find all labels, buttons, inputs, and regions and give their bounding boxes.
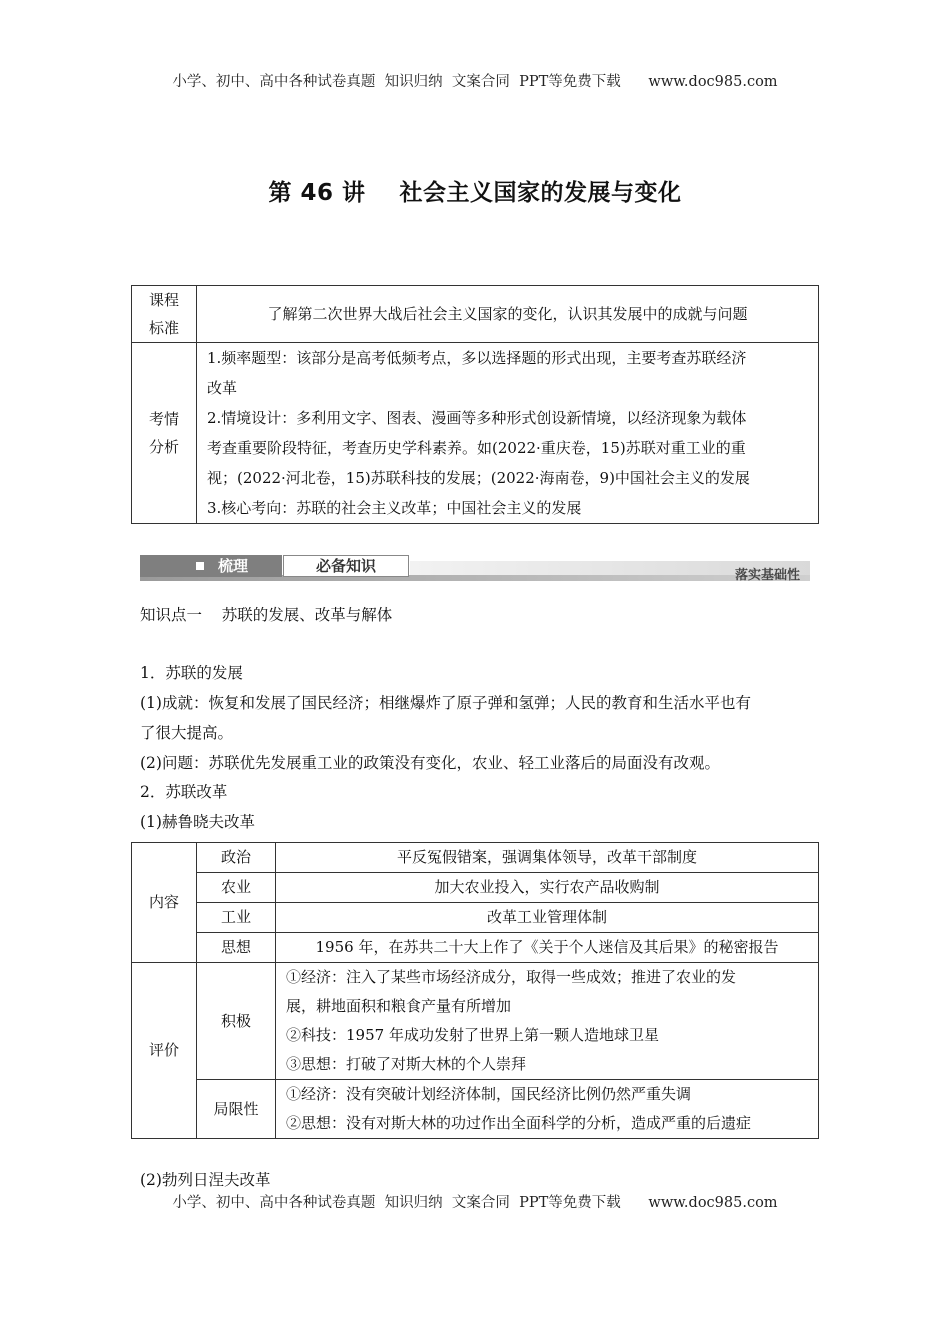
row-key: 思想: [197, 933, 276, 963]
row-label-standard: [132, 286, 197, 343]
page-title: 第 46 讲 社会主义国家的发展与变化: [268, 180, 682, 206]
label-line: 考情: [148, 410, 179, 428]
table-row: [132, 1080, 819, 1139]
paragraph: (2)勃列日涅夫改革: [140, 1171, 271, 1189]
table-row: [132, 343, 819, 524]
row-key: 政治: [197, 843, 276, 873]
row-label-analysis: [132, 343, 197, 524]
khrushchev-reform-table: [131, 842, 819, 1139]
section-banner: [140, 555, 810, 581]
paragraph: (1)成就：恢复和发展了国民经济；相继爆炸了原子弹和氢弹；人民的教育和生活水平也有: [140, 694, 751, 712]
label-line: 分析: [148, 438, 179, 456]
banner-left-block: [140, 555, 282, 577]
page-header: 小学、初中、高中各种试卷真题 知识归纳 文案合同 PPT等免费下载 www.doc985.com: [172, 74, 778, 90]
group-label-evaluation: 评价: [132, 963, 197, 1139]
row-key: 农业: [197, 873, 276, 903]
row-value: 1956 年，在苏共二十大上作了《关于个人迷信及其后果》的秘密报告: [276, 933, 819, 963]
table-row: [132, 933, 819, 963]
table-row: [132, 873, 819, 903]
group-label-content: 内容: [132, 843, 197, 963]
square-bullet-icon: [196, 562, 204, 570]
content-line: ②思想：没有对斯大林的功过作出全面科学的分析，造成严重的后遗症: [286, 1114, 752, 1132]
row-key-positive: 积极: [197, 963, 276, 1080]
row-value: 平反冤假错案，强调集体领导，改革干部制度: [276, 843, 819, 873]
paragraph: 2．苏联改革: [140, 783, 228, 801]
table-row: [132, 843, 819, 873]
standard-content: 了解第二次世界大战后社会主义国家的变化，认识其发展中的成就与问题: [197, 286, 819, 343]
knowledge-heading: 知识点一 苏联的发展、改革与解体: [140, 606, 393, 624]
table-row: [132, 286, 819, 343]
paragraph: 了很大提高。: [140, 724, 234, 742]
label-line: 课程: [148, 291, 179, 309]
analysis-line: 2.情境设计：多利用文字、图表、漫画等多种形式创设新情境，以经济现象为载体: [207, 409, 747, 427]
row-key: 工业: [197, 903, 276, 933]
banner-left-label: 梳理: [218, 557, 249, 575]
analysis-line: 改革: [207, 379, 238, 397]
banner-middle-label: 必备知识: [283, 555, 409, 577]
content-line: ①经济：没有突破计划经济体制，国民经济比例仍然严重失调: [286, 1085, 692, 1103]
banner-right-label: 落实基础性: [734, 568, 800, 583]
analysis-content: [197, 343, 819, 524]
limitation-content: [276, 1080, 819, 1139]
course-standard-table: [131, 285, 819, 524]
content-line: ③思想：打破了对斯大林的个人崇拜: [286, 1055, 527, 1073]
paragraph: 1．苏联的发展: [140, 664, 243, 682]
positive-content: [276, 963, 819, 1080]
analysis-line: 1.频率题型：该部分是高考低频考点，多以选择题的形式出现，主要考查苏联经济: [207, 349, 747, 367]
content-line: 展，耕地面积和粮食产量有所增加: [286, 997, 512, 1015]
analysis-line: 视；(2022·河北卷，15)苏联科技的发展；(2022·海南卷，9)中国社会主义的发展: [207, 469, 750, 487]
analysis-line: 考查重要阶段特征，考查历史学科素养。如(2022·重庆卷，15)苏联对重工业的重: [207, 439, 746, 457]
table-row: [132, 963, 819, 1080]
table-row: [132, 903, 819, 933]
analysis-line: 3.核心考向：苏联的社会主义改革；中国社会主义的发展: [207, 499, 582, 517]
row-value: 加大农业投入，实行农产品收购制: [276, 873, 819, 903]
paragraph: (2)问题：苏联优先发展重工业的政策没有变化，农业、轻工业落后的局面没有改观。: [140, 754, 720, 772]
content-line: ①经济：注入了某些市场经济成分，取得一些成效；推进了农业的发: [286, 968, 737, 986]
page-footer: 小学、初中、高中各种试卷真题 知识归纳 文案合同 PPT等免费下载 www.doc985.com: [172, 1195, 778, 1211]
row-value: 改革工业管理体制: [276, 903, 819, 933]
row-key-limitation: 局限性: [197, 1080, 276, 1139]
content-line: ②科技：1957 年成功发射了世界上第一颗人造地球卫星: [286, 1026, 659, 1044]
paragraph: (1)赫鲁晓夫改革: [140, 813, 255, 831]
label-line: 标准: [148, 319, 179, 337]
